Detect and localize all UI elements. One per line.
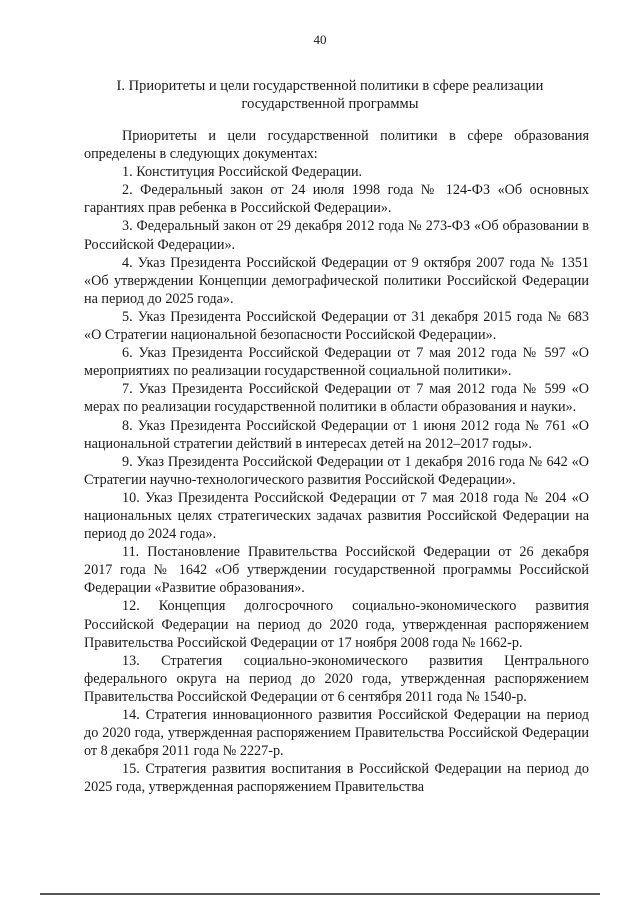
list-item: 7. Указ Президента Российской Федерации от 7 мая 2012 года № 599 «О мерах по реализации государственной политики в области образования и науки».	[84, 381, 589, 416]
list-item: 5. Указ Президента Российской Федерации от 31 декабря 2015 года № 683 «О Стратегии национальной безопасности Российской Федерации».	[84, 308, 589, 344]
intro-paragraph: Приоритеты и цели государственной политики в сфере образования определены в следующих документах:	[84, 128, 589, 163]
list-item: 8. Указ Президента Российской Федерации от 1 июня 2012 года № 761 «О национальной стратегии действий в интересах детей на 2012–2017 годы».	[84, 417, 589, 452]
page-number: 40	[313, 32, 327, 47]
list-item: 6. Указ Президента Российской Федерации от 7 мая 2012 года № 597 «О мероприятиях по реализации государственной социальной политики».	[84, 345, 589, 380]
section-title	[90, 77, 570, 113]
list-item: 1. Конституция Российской Федерации.	[122, 164, 363, 181]
bottom-scan-edge	[40, 893, 600, 895]
list-item: 10. Указ Президента Российской Федерации от 7 мая 2018 года № 204 «О национальных целях стратегических задачах развития Российской Федерации на период до 2024 года».	[84, 489, 589, 543]
list-item: 11. Постановление Правительства Российской Федерации от 26 декабря 2017 года № 1642 «Об утверждении государственной программы Российской Федерации «Развитие образования».	[84, 544, 589, 597]
list-item: 14. Стратегия инновационного развития Российской Федерации на период до 2020 года, утвержденная распоряжением Правительства Российской Федерации от 8 декабря 2011 года № 2227-р.	[84, 707, 589, 760]
list-item: 2. Федеральный закон от 24 июля 1998 года № 124-ФЗ «Об основных гарантиях прав ребенка в Российской Федерации».	[84, 182, 589, 217]
list-item: 13. Стратегия социально-экономического развития Центрального федерального округа на период до 2020 года, утвержденная распоряжением Правительства Российской Федерации от 6 сентября 2011 года № 1540-р.	[84, 652, 589, 705]
list-item: 4. Указ Президента Российской Федерации от 9 октября 2007 года № 1351 «Об утверждении Концепции демографической политики Российской Федерации на период до 2025 года».	[84, 254, 589, 307]
section-title-line-2: государственной программы	[241, 96, 419, 112]
list-item: 15. Стратегия развития воспитания в Российской Федерации на период до 2025 года, утвержденная распоряжением Правительства	[84, 761, 589, 796]
section-title-line-1: I. Приоритеты и цели государственной политики в сфере реализации	[116, 78, 544, 94]
document-body	[84, 127, 589, 796]
list-item: 9. Указ Президента Российской Федерации от 1 декабря 2016 года № 642 «О Стратегии научно-технологического развития Российской Федерации».	[84, 453, 589, 488]
list-item: 12. Концепция долгосрочного социально-экономического развития Российской Федерации на период до 2020 года, утвержденная распоряжением Правительства Российской Федерации от 17 ноября 2008 года № 1662-р.	[84, 598, 589, 651]
list-item: 3. Федеральный закон от 29 декабря 2012 года № 273-ФЗ «Об образовании в Российской Федерации».	[84, 218, 589, 253]
